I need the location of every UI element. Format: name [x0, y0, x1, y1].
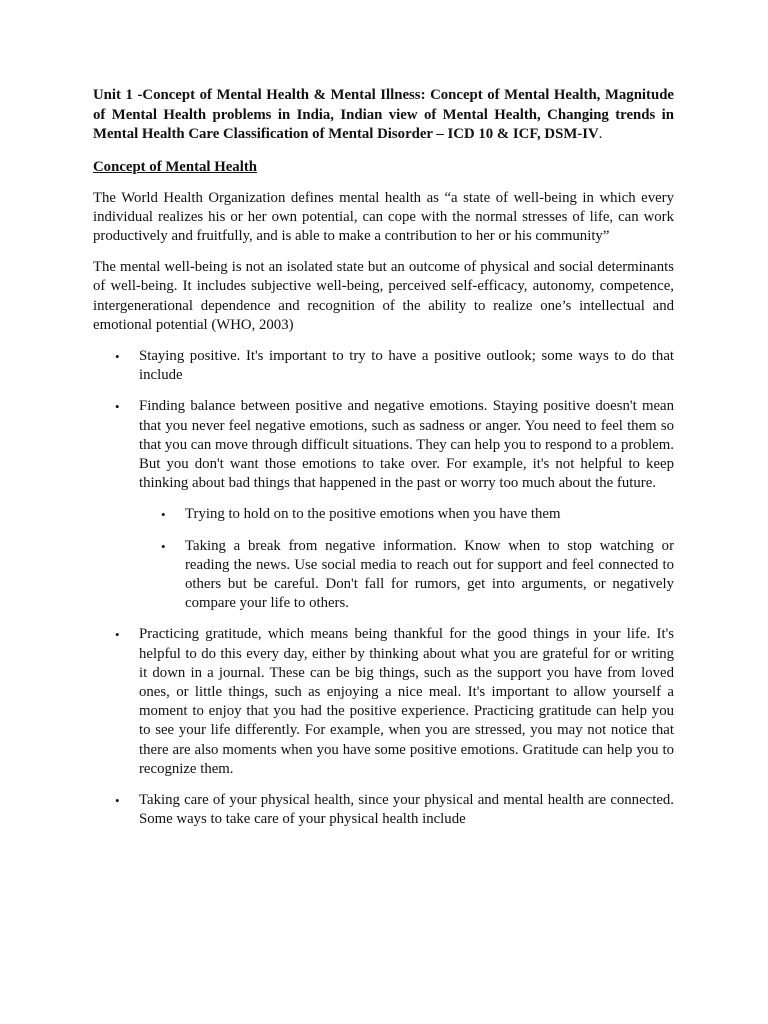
bullet-icon: •	[161, 538, 166, 554]
list-item	[93, 791, 674, 829]
sub-list-item-text: Trying to hold on to the positive emotions when you have them	[185, 506, 561, 523]
list-item	[93, 625, 674, 779]
section-title: Concept of Mental Health	[93, 158, 257, 175]
list-item-text: Practicing gratitude, which means being thankful for the good things in your life. It's helpful to do this every day, either by thinking about what you are grateful for or writing it down in a journal. These can be big things, such as the support you have from loved ones, or little things, such as enjoying a nice meal. It's important to allow yourself a moment to enjoy that you had the positive experience. Practicing gratitude can help you to see your life differently. For example, when you are stressed, you may not notice that there are also moments when you have some positive emotions. Gratitude can help you to recognize them.	[139, 626, 674, 777]
bullet-icon: •	[115, 792, 120, 808]
list-item-text: Finding balance between positive and negative emotions. Staying positive doesn't mean that you never feel negative emotions, such as sadness or anger. You need to feel them so that you can move through difficult situations. They can help you to respond to a problem. But you don't want those emotions to take over. For example, it's not helpful to keep thinking about bad things that happened in the past or worry too much about the future.	[139, 398, 674, 492]
bullet-list	[93, 347, 674, 829]
list-item	[93, 347, 674, 385]
paragraph-who-definition: The World Health Organization defines mental health as “a state of well-being in which every individual realizes his or her own potential, can cope with the normal stresses of life, can work productively and fruitfully, and is able to make a contribution to her or his community”	[93, 189, 674, 244]
sub-list-item-text: Taking a break from negative information. Know when to stop watching or reading the news. Use social media to reach out for support and feel connected to others but be careful. Don't fall for rumors, get into arguments, or negatively compare your life to others.	[185, 537, 674, 612]
unit-heading	[93, 86, 674, 145]
list-item-text: Staying positive. It's important to try to have a positive outlook; some ways to do that include	[139, 347, 674, 384]
bullet-icon: •	[115, 627, 120, 643]
sub-bullet-list	[139, 505, 674, 613]
sub-list-item	[139, 537, 674, 614]
bullet-icon: •	[115, 399, 120, 415]
paragraph-wellbeing: The mental well-being is not an isolated state but an outcome of physical and social determinants of well-being. It includes subjective well-being, perceived self-efficacy, autonomy, competence, intergenerational dependence and recognition of the ability to realize one’s intellectual and emotional potential (WHO, 2003)	[93, 259, 674, 333]
bullet-icon: •	[161, 507, 166, 523]
unit-heading-period: .	[598, 126, 603, 142]
unit-heading-text: Unit 1 -Concept of Mental Health & Mental Illness: Concept of Mental Health, Magnitude of Mental Health problems in India, Indian view of Mental Health, Changing trends in Mental Health Care Classification of Mental Disorder – ICD 10 & ICF, DSM-IV	[93, 87, 674, 142]
sub-list-item	[139, 505, 674, 524]
list-item-text: Taking care of your physical health, since your physical and mental health are connected. Some ways to take care of your physical health include	[139, 791, 674, 828]
list-item	[93, 397, 674, 613]
bullet-icon: •	[115, 348, 120, 364]
